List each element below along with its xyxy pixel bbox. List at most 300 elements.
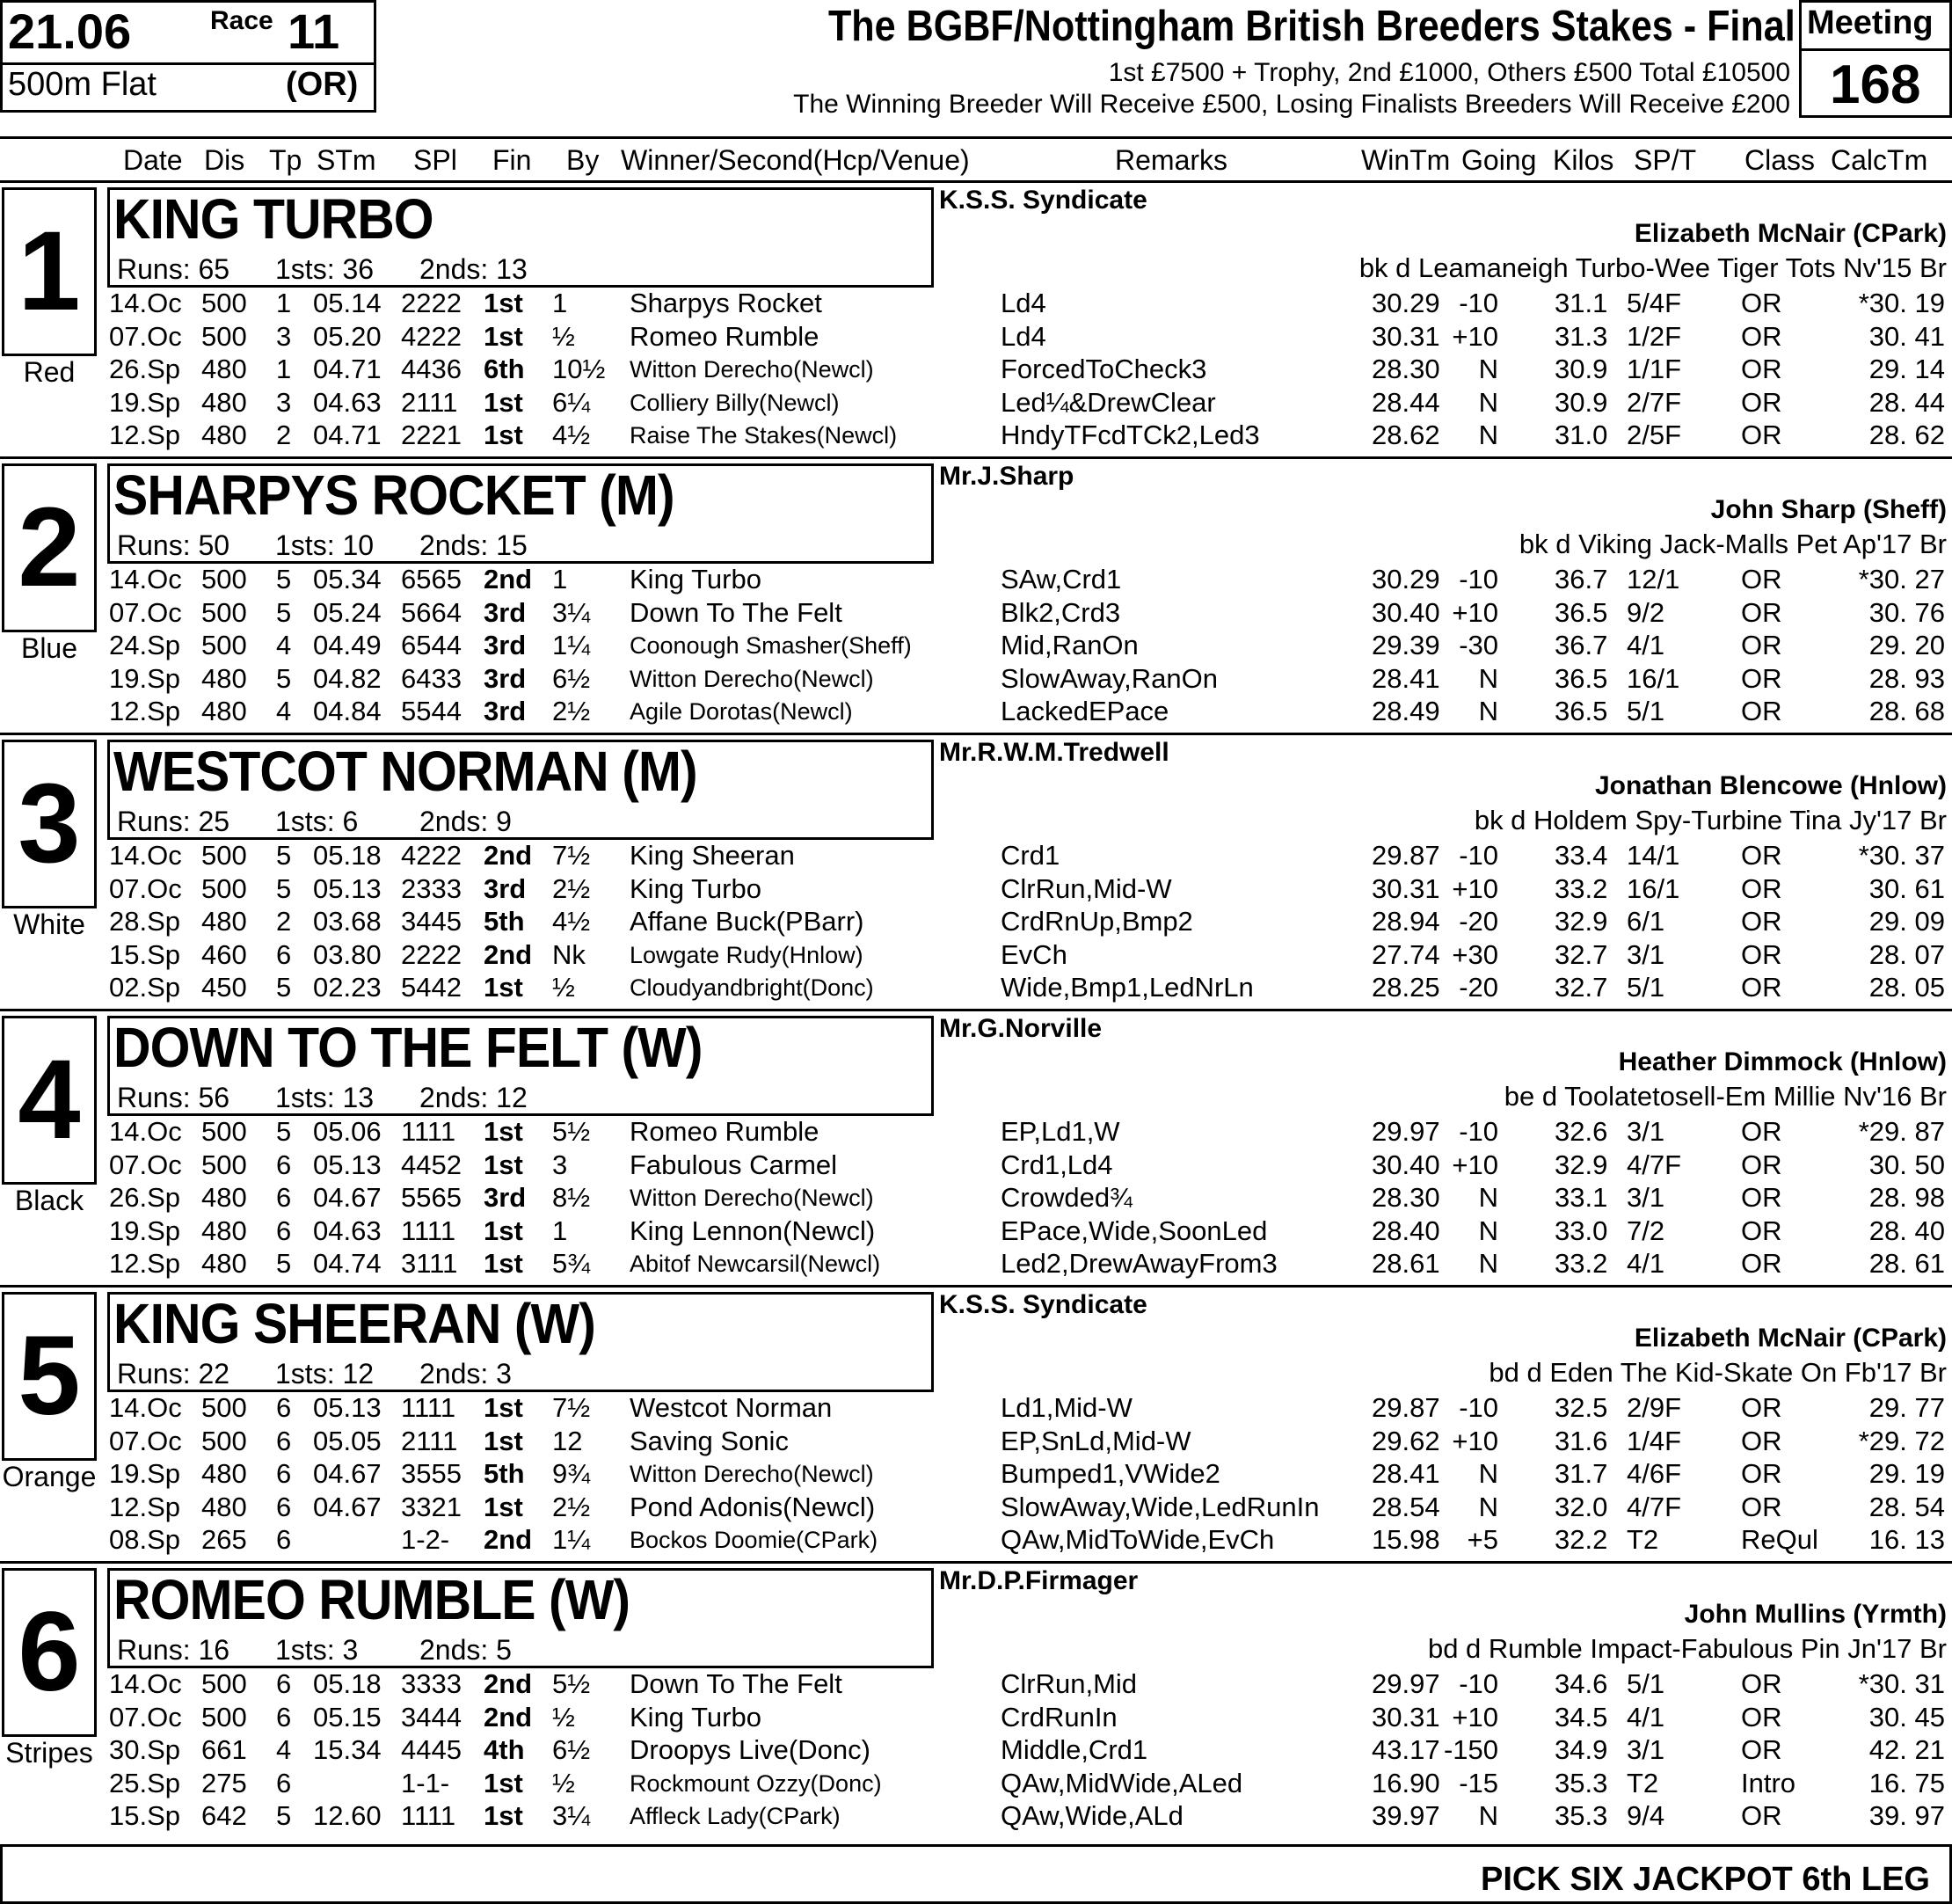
form-stm: 04.71 — [313, 419, 382, 450]
form-spl: 1111 — [401, 1800, 456, 1831]
race-distance: 500m Flat — [8, 66, 157, 103]
form-remarks: ClrRun,Mid-W — [1001, 872, 1172, 904]
race-info-divider — [3, 62, 376, 65]
form-going: N — [1478, 1491, 1498, 1522]
dog-seconds: 2nds: 12 — [419, 1082, 528, 1113]
form-calctm: 30. 61 — [1868, 872, 1945, 904]
trap-colour: Blue — [20, 632, 78, 664]
form-fin: 4th — [484, 1734, 525, 1765]
race-info-box — [0, 0, 376, 113]
col-date: Date — [123, 144, 183, 176]
form-stm: 04.82 — [313, 662, 382, 694]
form-winner: King Turbo — [630, 1701, 761, 1733]
column-headers — [0, 139, 1952, 174]
form-date: 12.Sp — [109, 1248, 181, 1279]
form-kilos: 30.9 — [1555, 354, 1608, 384]
form-spl: 2222 — [401, 288, 462, 318]
form-remarks: Mid,RanOn — [1001, 630, 1139, 660]
form-remarks: QAw,Wide,ALd — [1001, 1800, 1184, 1831]
form-stm: 04.67 — [313, 1458, 382, 1489]
form-date: 12.Sp — [109, 1491, 181, 1522]
form-kilos: 31.1 — [1555, 288, 1608, 318]
form-kilos: 32.6 — [1555, 1116, 1608, 1147]
form-spl: 2111 — [401, 386, 458, 418]
form-tp: 6 — [276, 1491, 292, 1522]
form-row — [0, 1248, 1952, 1280]
form-class: OR — [1741, 386, 1782, 418]
form-by: ½ — [552, 972, 575, 1003]
form-tp: 6 — [276, 1668, 292, 1699]
form-remarks: Wide,Bmp1,LedNrLn — [1001, 972, 1254, 1003]
form-class: OR — [1741, 696, 1782, 726]
form-dis: 460 — [201, 938, 247, 970]
form-dis: 500 — [201, 1392, 247, 1423]
runner-block — [0, 180, 1952, 456]
dog-name: KING SHEERAN (W) — [113, 1292, 595, 1355]
form-remarks: SlowAway,RanOn — [1001, 662, 1218, 694]
form-winner: Colliery Billy(Newcl) — [630, 389, 840, 416]
form-stm: 05.24 — [313, 596, 382, 628]
form-class: OR — [1741, 1182, 1782, 1213]
form-dis: 480 — [201, 1248, 247, 1279]
form-kilos: 36.7 — [1555, 564, 1608, 595]
form-spt: 2/7F — [1627, 386, 1682, 418]
form-winner: Agile Dorotas(Newcl) — [630, 698, 853, 725]
form-spt: T2 — [1627, 1524, 1659, 1555]
dog-runs: Runs: 65 — [117, 253, 230, 285]
form-going: N — [1478, 1182, 1498, 1213]
form-kilos: 33.1 — [1555, 1182, 1608, 1213]
meeting-box — [1799, 0, 1952, 118]
form-by: 10½ — [552, 354, 606, 384]
form-by: 3¼ — [552, 596, 591, 628]
form-winner: Fabulous Carmel — [630, 1149, 838, 1180]
form-calctm: 29. 09 — [1868, 906, 1945, 937]
form-kilos: 32.0 — [1555, 1491, 1608, 1522]
breeding: bk d Leamaneigh Turbo-Wee Tiger Tots Nv'15 Br — [1358, 252, 1947, 283]
form-class: OR — [1741, 419, 1782, 450]
form-stm: 05.06 — [313, 1116, 382, 1147]
form-tp: 1 — [276, 354, 292, 384]
form-class: OR — [1741, 938, 1782, 970]
form-by: ½ — [552, 320, 575, 352]
form-kilos: 36.7 — [1555, 630, 1608, 660]
form-wintm: 30.40 — [1372, 1149, 1440, 1180]
form-stm: 04.63 — [313, 386, 382, 418]
trap-number: 5 — [2, 1292, 97, 1461]
form-going: -10 — [1459, 288, 1498, 318]
form-tp: 6 — [276, 1392, 292, 1423]
form-wintm: 15.98 — [1372, 1524, 1440, 1555]
form-winner: Sharpys Rocket — [630, 288, 822, 318]
form-fin: 1st — [484, 1800, 523, 1831]
form-tp: 2 — [276, 419, 292, 450]
dog-seconds: 2nds: 5 — [419, 1634, 512, 1666]
form-kilos: 36.5 — [1555, 596, 1608, 628]
form-spl: 3111 — [401, 1248, 458, 1279]
dog-name: KING TURBO — [113, 187, 433, 251]
form-going: -20 — [1459, 906, 1498, 937]
form-tp: 5 — [276, 564, 292, 595]
form-fin: 1st — [484, 288, 523, 318]
col-fin: Fin — [492, 144, 532, 176]
form-date: 19.Sp — [109, 662, 181, 694]
dog-firsts: 1sts: 6 — [275, 806, 359, 837]
form-calctm: 30. 41 — [1868, 320, 1945, 352]
form-kilos: 33.4 — [1555, 840, 1608, 871]
form-tp: 5 — [276, 662, 292, 694]
form-stm: 03.68 — [313, 906, 382, 937]
form-class: OR — [1741, 1668, 1782, 1699]
form-going: N — [1478, 662, 1498, 694]
form-dis: 480 — [201, 696, 247, 726]
form-spl: 4436 — [401, 354, 462, 384]
form-by: Nk — [552, 938, 586, 970]
form-calctm: *29. 87 — [1858, 1116, 1945, 1147]
form-spt: T2 — [1627, 1767, 1659, 1798]
form-spt: 2/5F — [1627, 419, 1682, 450]
form-winner: King Turbo — [630, 872, 761, 904]
form-wintm: 39.97 — [1372, 1800, 1440, 1831]
form-fin: 2nd — [484, 1701, 533, 1733]
form-kilos: 32.9 — [1555, 1149, 1608, 1180]
form-calctm: 28. 93 — [1868, 662, 1945, 694]
form-winner: Witton Derecho(Newcl) — [630, 1461, 874, 1487]
form-spl: 5664 — [401, 596, 462, 628]
form-tp: 2 — [276, 906, 292, 937]
form-tp: 6 — [276, 938, 292, 970]
form-remarks: EP,SnLd,Mid-W — [1001, 1425, 1191, 1456]
breeding: bd d Eden The Kid-Skate On Fb'17 Br — [1489, 1357, 1947, 1388]
dog-firsts: 1sts: 3 — [275, 1634, 359, 1666]
form-row — [0, 663, 1952, 696]
form-stm: 05.13 — [313, 1392, 382, 1423]
form-tp: 5 — [276, 872, 292, 904]
form-date: 07.Oc — [109, 1701, 182, 1733]
form-wintm: 28.40 — [1372, 1215, 1440, 1246]
dog-name-box — [107, 187, 934, 288]
form-remarks: Blk2,Crd3 — [1001, 596, 1121, 628]
form-date: 14.Oc — [109, 840, 182, 871]
form-calctm: 29. 19 — [1868, 1458, 1945, 1489]
form-going: -15 — [1459, 1767, 1498, 1798]
form-by: 2½ — [552, 872, 591, 904]
form-winner: Westcot Norman — [630, 1392, 833, 1423]
form-class: OR — [1741, 1425, 1782, 1456]
form-spl: 2222 — [401, 938, 462, 970]
col-remarks: Remarks — [1115, 144, 1228, 176]
form-spt: 4/7F — [1627, 1149, 1682, 1180]
form-going: +10 — [1452, 1149, 1498, 1180]
form-row — [0, 1182, 1952, 1215]
form-remarks: Crd1,Ld4 — [1001, 1149, 1113, 1180]
form-by: ½ — [552, 1767, 575, 1798]
form-row — [0, 1215, 1952, 1248]
form-by: 6¼ — [552, 386, 591, 418]
form-spt: 6/1 — [1627, 906, 1665, 937]
form-tp: 5 — [276, 1248, 292, 1279]
form-kilos: 33.2 — [1555, 1248, 1608, 1279]
form-going: -10 — [1459, 564, 1498, 595]
form-dis: 480 — [201, 386, 247, 418]
dog-seconds: 2nds: 9 — [419, 806, 512, 837]
form-by: 5½ — [552, 1668, 591, 1699]
form-tp: 5 — [276, 1116, 292, 1147]
form-winner: Pond Adonis(Newcl) — [630, 1491, 876, 1522]
form-tp: 6 — [276, 1767, 292, 1798]
breeding: be d Toolatetosell-Em Millie Nv'16 Br — [1504, 1081, 1947, 1112]
dog-name-box — [107, 740, 934, 840]
breeding: bk d Viking Jack-Malls Pet Ap'17 Br — [1519, 529, 1947, 559]
meeting-divider — [1802, 48, 1952, 51]
runner-block — [0, 1009, 1952, 1285]
dog-firsts: 1sts: 13 — [275, 1082, 375, 1113]
form-remarks: CrdRnUp,Bmp2 — [1001, 906, 1193, 937]
col-dis: Dis — [204, 144, 245, 176]
form-wintm: 30.40 — [1372, 596, 1440, 628]
form-fin: 2nd — [484, 938, 533, 970]
form-date: 15.Sp — [109, 938, 181, 970]
form-date: 19.Sp — [109, 1458, 181, 1489]
form-going: N — [1478, 419, 1498, 450]
form-kilos: 33.0 — [1555, 1215, 1608, 1246]
form-going: +10 — [1452, 872, 1498, 904]
form-fin: 1st — [484, 320, 523, 352]
trap-colour: Stripes — [5, 1737, 93, 1769]
form-date: 26.Sp — [109, 1182, 181, 1213]
form-winner: King Lennon(Newcl) — [630, 1215, 876, 1246]
form-spl: 1-2- — [401, 1524, 450, 1555]
form-remarks: EPace,Wide,SoonLed — [1001, 1215, 1268, 1246]
dog-runs: Runs: 22 — [117, 1358, 230, 1390]
col-going: Going — [1461, 144, 1537, 176]
form-wintm: 28.54 — [1372, 1491, 1440, 1522]
form-fin: 1st — [484, 1149, 523, 1180]
form-spl: 3444 — [401, 1701, 462, 1733]
form-by: 1 — [552, 1215, 568, 1246]
trap-number: 6 — [2, 1568, 97, 1737]
form-spl: 3445 — [401, 906, 462, 937]
form-fin: 3rd — [484, 662, 527, 694]
form-fin: 1st — [484, 1491, 523, 1522]
form-tp: 1 — [276, 288, 292, 318]
form-calctm: 28. 62 — [1868, 419, 1945, 450]
form-wintm: 28.62 — [1372, 419, 1440, 450]
owner: Mr.J.Sharp — [939, 462, 1074, 491]
form-date: 02.Sp — [109, 972, 181, 1003]
form-wintm: 29.87 — [1372, 1392, 1440, 1423]
form-winner: Affleck Lady(CPark) — [630, 1803, 841, 1829]
form-tp: 4 — [276, 696, 292, 726]
dog-runs: Runs: 50 — [117, 529, 230, 561]
form-dis: 500 — [201, 596, 247, 628]
form-fin: 1st — [484, 1392, 523, 1423]
form-stm: 05.18 — [313, 1668, 382, 1699]
form-winner: Bockos Doomie(CPark) — [630, 1527, 878, 1553]
form-fin: 6th — [484, 354, 525, 384]
form-dis: 500 — [201, 630, 247, 660]
form-stm: 04.67 — [313, 1182, 382, 1213]
form-winner: Down To The Felt — [630, 1668, 842, 1699]
form-kilos: 33.2 — [1555, 872, 1608, 904]
form-spt: 4/1 — [1627, 1248, 1665, 1279]
form-remarks: Middle,Crd1 — [1001, 1734, 1148, 1765]
form-spl: 5565 — [401, 1182, 462, 1213]
form-kilos: 32.7 — [1555, 938, 1608, 970]
form-remarks: QAw,MidToWide,EvCh — [1001, 1524, 1275, 1555]
form-stm: 05.13 — [313, 1149, 382, 1180]
form-kilos: 32.5 — [1555, 1392, 1608, 1423]
form-date: 19.Sp — [109, 1215, 181, 1246]
form-by: 3 — [552, 1149, 568, 1180]
form-spt: 14/1 — [1627, 840, 1680, 871]
runner-divider — [0, 1009, 1952, 1011]
form-spt: 16/1 — [1627, 872, 1680, 904]
form-going: N — [1478, 696, 1498, 726]
form-kilos: 34.5 — [1555, 1701, 1608, 1733]
form-stm: 04.71 — [313, 354, 382, 384]
form-date: 08.Sp — [109, 1524, 181, 1555]
form-kilos: 36.5 — [1555, 662, 1608, 694]
form-spt: 4/1 — [1627, 630, 1665, 660]
form-wintm: 29.62 — [1372, 1425, 1440, 1456]
form-class: Intro — [1741, 1767, 1796, 1798]
dog-seconds: 2nds: 13 — [419, 253, 528, 285]
form-fin: 1st — [484, 1767, 523, 1798]
form-kilos: 35.3 — [1555, 1767, 1608, 1798]
form-winner: Romeo Rumble — [630, 320, 819, 352]
form-spl: 3321 — [401, 1491, 462, 1522]
form-row — [0, 288, 1952, 320]
form-fin: 3rd — [484, 872, 527, 904]
form-by: 1 — [552, 288, 568, 318]
form-kilos: 34.9 — [1555, 1734, 1608, 1765]
footer-box — [0, 1844, 1952, 1904]
form-spt: 7/2 — [1627, 1215, 1665, 1246]
form-tp: 6 — [276, 1182, 292, 1213]
form-kilos: 31.6 — [1555, 1425, 1608, 1456]
form-calctm: 29. 14 — [1868, 354, 1945, 384]
form-fin: 1st — [484, 972, 523, 1003]
form-stm: 15.34 — [313, 1734, 382, 1765]
form-date: 14.Oc — [109, 288, 182, 318]
form-calctm: 29. 20 — [1868, 630, 1945, 660]
form-spt: 12/1 — [1627, 564, 1680, 595]
form-remarks: SAw,Crd1 — [1001, 564, 1122, 595]
footer-text: PICK SIX JACKPOT 6th LEG — [1481, 1861, 1930, 1898]
form-winner: Witton Derecho(Newcl) — [630, 665, 874, 692]
form-spl: 5442 — [401, 972, 462, 1003]
form-spl: 1111 — [401, 1116, 456, 1147]
form-by: ½ — [552, 1701, 575, 1733]
form-kilos: 31.0 — [1555, 419, 1608, 450]
form-dis: 500 — [201, 1149, 247, 1180]
col-stm: STm — [317, 144, 376, 176]
form-dis: 265 — [201, 1524, 247, 1555]
trap-number: 1 — [2, 187, 97, 356]
form-dis: 500 — [201, 840, 247, 871]
form-class: OR — [1741, 564, 1782, 595]
form-fin: 3rd — [484, 696, 527, 726]
form-spt: 1/1F — [1627, 354, 1682, 384]
form-class: OR — [1741, 1215, 1782, 1246]
form-stm: 04.74 — [313, 1248, 382, 1279]
form-spl: 6565 — [401, 564, 462, 595]
form-by: 12 — [552, 1425, 583, 1456]
form-kilos: 34.6 — [1555, 1668, 1608, 1699]
form-kilos: 36.5 — [1555, 696, 1608, 726]
form-going: +30 — [1452, 938, 1498, 970]
form-wintm: 28.94 — [1372, 906, 1440, 937]
col-calctm: CalcTm — [1831, 144, 1928, 176]
form-winner: Affane Buck(PBarr) — [630, 906, 864, 937]
form-tp: 3 — [276, 320, 292, 352]
form-fin: 2nd — [484, 1668, 533, 1699]
form-spl: 3333 — [401, 1668, 462, 1699]
col-spl: SPl — [413, 144, 457, 176]
dog-name-box — [107, 463, 934, 564]
form-going: N — [1478, 1248, 1498, 1279]
form-by: 3¼ — [552, 1800, 591, 1831]
form-by: 6½ — [552, 662, 591, 694]
form-row — [0, 1426, 1952, 1458]
runner-divider — [0, 1285, 1952, 1288]
form-wintm: 29.39 — [1372, 630, 1440, 660]
form-calctm: 28. 07 — [1868, 938, 1945, 970]
form-stm: 05.15 — [313, 1701, 382, 1733]
form-date: 07.Oc — [109, 872, 182, 904]
form-dis: 480 — [201, 662, 247, 694]
form-tp: 4 — [276, 1734, 292, 1765]
form-wintm: 27.74 — [1372, 938, 1440, 970]
form-fin: 2nd — [484, 840, 533, 871]
form-spt: 9/4 — [1627, 1800, 1665, 1831]
form-date: 28.Sp — [109, 906, 181, 937]
form-calctm: 28. 61 — [1868, 1248, 1945, 1279]
form-calctm: 30. 45 — [1868, 1701, 1945, 1733]
form-fin: 1st — [484, 419, 523, 450]
form-tp: 5 — [276, 840, 292, 871]
form-spt: 3/1 — [1627, 938, 1665, 970]
form-calctm: *30. 27 — [1858, 564, 1945, 595]
form-going: -30 — [1459, 630, 1498, 660]
form-tp: 6 — [276, 1215, 292, 1246]
form-date: 12.Sp — [109, 419, 181, 450]
breeding: bk d Holdem Spy-Turbine Tina Jy'17 Br — [1474, 805, 1947, 835]
form-calctm: 16. 75 — [1868, 1767, 1945, 1798]
form-going: -10 — [1459, 1116, 1498, 1147]
form-row — [0, 1768, 1952, 1800]
form-kilos: 31.7 — [1555, 1458, 1608, 1489]
form-spl: 2111 — [401, 1425, 458, 1456]
form-wintm: 29.97 — [1372, 1668, 1440, 1699]
form-by: 2½ — [552, 696, 591, 726]
form-remarks: SlowAway,Wide,LedRunIn — [1001, 1491, 1320, 1522]
form-winner: King Sheeran — [630, 840, 795, 871]
form-tp: 6 — [276, 1458, 292, 1489]
form-row — [0, 354, 1952, 386]
form-winner: Cloudyandbright(Donc) — [630, 974, 874, 1001]
form-winner: Abitof Newcarsil(Newcl) — [630, 1251, 881, 1277]
form-wintm: 16.90 — [1372, 1767, 1440, 1798]
form-class: OR — [1741, 840, 1782, 871]
form-winner: Witton Derecho(Newcl) — [630, 1185, 874, 1211]
form-by: 6½ — [552, 1734, 591, 1765]
runner-divider — [0, 180, 1952, 183]
form-wintm: 30.29 — [1372, 288, 1440, 318]
form-row — [0, 321, 1952, 354]
form-spt: 4/6F — [1627, 1458, 1682, 1489]
